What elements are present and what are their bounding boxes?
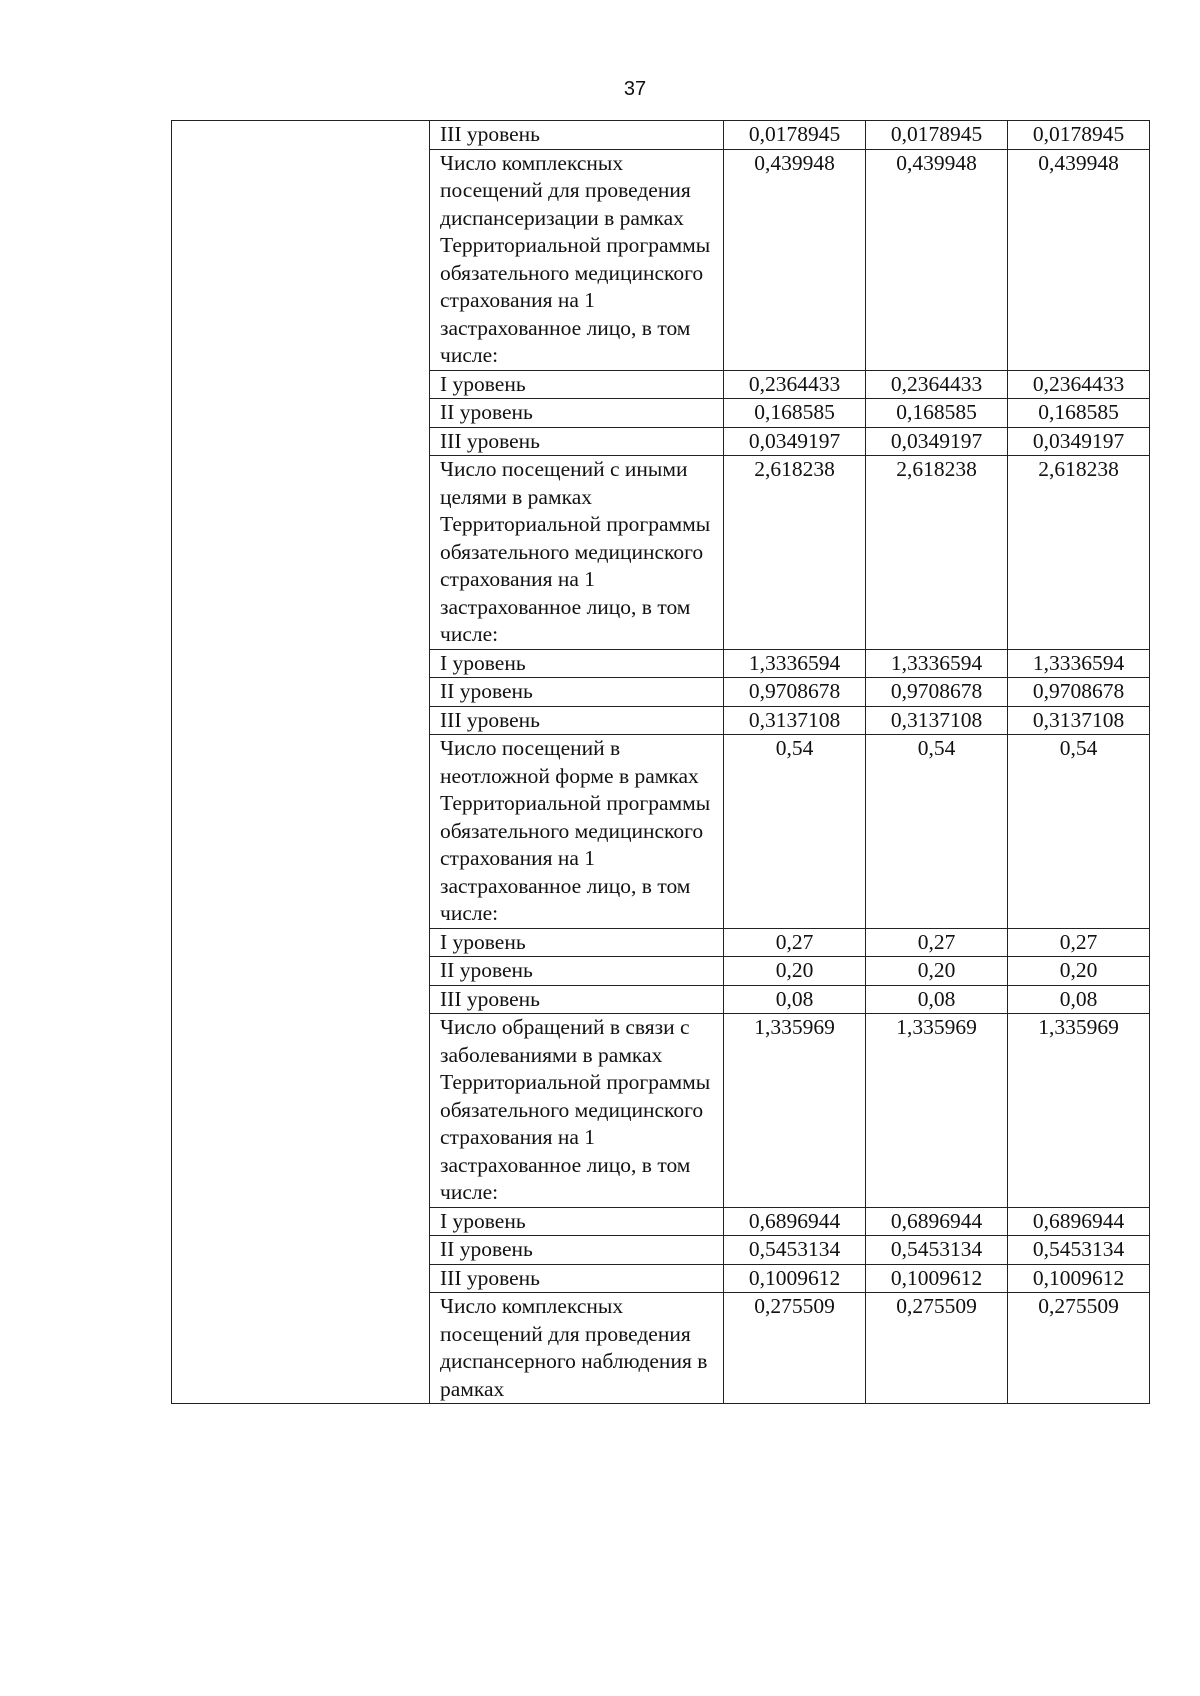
indicator-value-year-3: 0,9708678 <box>1008 678 1150 707</box>
indicator-value-year-3: 1,335969 <box>1008 1014 1150 1208</box>
indicator-label: Число обращений в связи с заболеваниями в рамках Территориальной программы обязательного медицинского страхования на 1 застрахованное лицо, в том числе: <box>430 1014 724 1208</box>
indicator-value-year-1: 0,1009612 <box>724 1264 866 1293</box>
indicator-value-year-2: 2,618238 <box>866 456 1008 650</box>
indicator-label: II уровень <box>430 399 724 428</box>
indicator-value-year-1: 0,27 <box>724 928 866 957</box>
indicator-value-year-2: 0,27 <box>866 928 1008 957</box>
indicator-value-year-3: 0,168585 <box>1008 399 1150 428</box>
indicator-value-year-2: 0,275509 <box>866 1293 1008 1404</box>
indicator-value-year-1: 0,08 <box>724 985 866 1014</box>
indicator-value-year-2: 0,1009612 <box>866 1264 1008 1293</box>
indicator-value-year-2: 0,0178945 <box>866 121 1008 150</box>
indicator-value-year-1: 0,20 <box>724 957 866 986</box>
indicator-value-year-1: 0,168585 <box>724 399 866 428</box>
indicator-value-year-3: 1,3336594 <box>1008 649 1150 678</box>
indicator-label: II уровень <box>430 1236 724 1265</box>
indicator-value-year-3: 0,1009612 <box>1008 1264 1150 1293</box>
indicator-value-year-1: 0,3137108 <box>724 706 866 735</box>
indicator-label: III уровень <box>430 706 724 735</box>
indicator-value-year-2: 0,439948 <box>866 149 1008 370</box>
indicator-value-year-2: 0,54 <box>866 735 1008 929</box>
indicator-value-year-2: 0,2364433 <box>866 370 1008 399</box>
indicator-label: Число комплексных посещений для проведения диспансерного наблюдения в рамках <box>430 1293 724 1404</box>
indicator-value-year-1: 0,9708678 <box>724 678 866 707</box>
indicator-value-year-2: 1,3336594 <box>866 649 1008 678</box>
indicator-value-year-3: 0,6896944 <box>1008 1207 1150 1236</box>
indicator-label: III уровень <box>430 1264 724 1293</box>
indicator-value-year-3: 0,3137108 <box>1008 706 1150 735</box>
indicator-label: I уровень <box>430 649 724 678</box>
indicator-value-year-3: 0,5453134 <box>1008 1236 1150 1265</box>
indicator-label: Число посещений с иными целями в рамках Территориальной программы обязательного медицинского страхования на 1 застрахованное лицо, в том числе: <box>430 456 724 650</box>
indicator-label: III уровень <box>430 121 724 150</box>
indicator-value-year-3: 0,20 <box>1008 957 1150 986</box>
indicator-value-year-2: 0,20 <box>866 957 1008 986</box>
indicator-value-year-3: 0,439948 <box>1008 149 1150 370</box>
indicator-value-year-2: 0,6896944 <box>866 1207 1008 1236</box>
indicator-value-year-3: 0,275509 <box>1008 1293 1150 1404</box>
blank-left-column <box>172 121 430 1404</box>
indicator-label: Число посещений в неотложной форме в рамках Территориальной программы обязательного медицинского страхования на 1 застрахованное лицо, в том числе: <box>430 735 724 929</box>
indicator-label: III уровень <box>430 985 724 1014</box>
page-number: 37 <box>623 78 647 100</box>
indicator-label: I уровень <box>430 1207 724 1236</box>
indicator-value-year-2: 0,5453134 <box>866 1236 1008 1265</box>
indicator-value-year-3: 0,0349197 <box>1008 427 1150 456</box>
indicator-label: III уровень <box>430 427 724 456</box>
indicator-label: II уровень <box>430 957 724 986</box>
indicator-label: Число комплексных посещений для проведения диспансеризации в рамках Территориальной программы обязательного медицинского страхования на 1 застрахованное лицо, в том числе: <box>430 149 724 370</box>
indicator-value-year-1: 0,275509 <box>724 1293 866 1404</box>
indicator-value-year-1: 0,0349197 <box>724 427 866 456</box>
indicator-value-year-1: 2,618238 <box>724 456 866 650</box>
indicator-value-year-2: 0,0349197 <box>866 427 1008 456</box>
indicator-label: I уровень <box>430 928 724 957</box>
indicator-value-year-2: 0,08 <box>866 985 1008 1014</box>
indicator-value-year-1: 0,439948 <box>724 149 866 370</box>
table-row <box>172 121 1150 150</box>
indicator-value-year-3: 0,27 <box>1008 928 1150 957</box>
indicator-value-year-1: 0,54 <box>724 735 866 929</box>
indicator-value-year-1: 1,335969 <box>724 1014 866 1208</box>
indicator-value-year-2: 0,3137108 <box>866 706 1008 735</box>
table-body <box>172 121 1150 1404</box>
indicator-value-year-2: 0,168585 <box>866 399 1008 428</box>
indicator-value-year-3: 0,08 <box>1008 985 1150 1014</box>
indicator-label: II уровень <box>430 678 724 707</box>
indicator-value-year-3: 0,2364433 <box>1008 370 1150 399</box>
indicator-value-year-3: 0,54 <box>1008 735 1150 929</box>
indicator-value-year-1: 0,5453134 <box>724 1236 866 1265</box>
indicator-value-year-1: 0,6896944 <box>724 1207 866 1236</box>
indicator-value-year-2: 0,9708678 <box>866 678 1008 707</box>
indicator-label: I уровень <box>430 370 724 399</box>
indicator-value-year-1: 0,0178945 <box>724 121 866 150</box>
indicator-value-year-1: 1,3336594 <box>724 649 866 678</box>
indicators-table <box>171 120 1150 1404</box>
indicator-value-year-1: 0,2364433 <box>724 370 866 399</box>
indicator-value-year-3: 0,0178945 <box>1008 121 1150 150</box>
indicator-value-year-3: 2,618238 <box>1008 456 1150 650</box>
indicator-value-year-2: 1,335969 <box>866 1014 1008 1208</box>
